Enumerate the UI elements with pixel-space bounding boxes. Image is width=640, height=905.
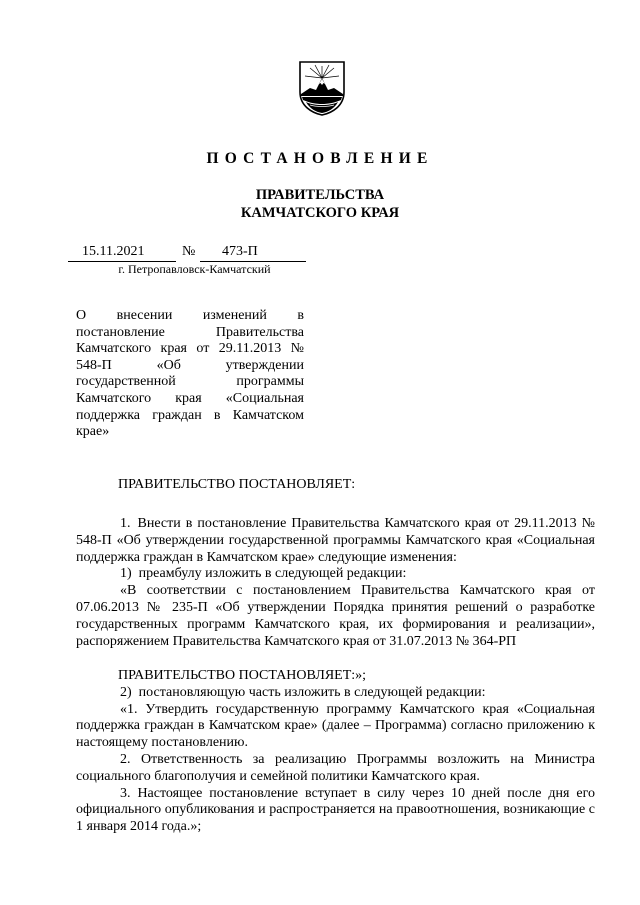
org-line-2: КАМЧАТСКОГО КРАЯ [240,205,400,221]
paragraph-1: 1. Внести в постановление Правительства Камчатского края от 29.11.2013 № 548-П «Об утверждении государственной программы Камчатского края «Социальная поддержка граждан в Камчатском крае» следующие изменения: [76,516,595,565]
document-subject: О внесении изменений в постановление Правительства Камчатского края от 29.11.2013 № 548-П «Об утверждении государственной программы Камчатского края «Социальная поддержка граждан в Камчатском крае» [76,308,304,440]
kamchatka-coat-of-arms-icon [298,60,346,116]
document-number: 473-П [222,244,258,259]
document-city: г. Петропавловск-Камчатский [118,262,271,276]
document-type-title: ПОСТАНОВЛЕНИЕ [206,150,434,167]
body-block-2 [76,668,595,836]
body-block-1 [76,516,595,650]
paragraph-2: 1) преамбулу изложить в следующей редакции: [120,566,407,582]
paragraph-4: ПРАВИТЕЛЬСТВО ПОСТАНОВЛЯЕТ:»; [118,668,367,683]
paragraph-5: 2) постановляющую часть изложить в следующей редакции: [120,684,486,700]
decree-heading: ПРАВИТЕЛЬСТВО ПОСТАНОВЛЯЕТ: [118,477,356,492]
paragraph-7: 2. Ответственность за реализацию Программы возложить на Министра социального благополучия и семейной политики Камчатского края. [76,751,595,784]
document-date: 15.11.2021 [82,244,145,259]
organization-name [0,186,640,222]
paragraph-8: 3. Настоящее постановление вступает в силу через 10 дней после дня его официального опубликования и распространяется на правоотношения, возникающие с 1 января 2014 года.»; [76,785,595,835]
paragraph-6: «1. Утвердить государственную программу Камчатского края «Социальная поддержка граждан в Камчатском крае» (далее – Программа) согласно приложению к настоящему постановлению. [76,701,595,751]
paragraph-3: «В соответствии с постановлением Правительства Камчатского края от 07.06.2013 № 235-П «Об утверждении Порядка принятия решений о разработке государственных программ Камчатского края, их формирования и реализации», распоряжением Правительства Камчатского края от 31.07.2013 № 364-РП [76,583,595,649]
number-sign: № [182,244,196,259]
org-line-1: ПРАВИТЕЛЬСТВА [255,187,385,203]
